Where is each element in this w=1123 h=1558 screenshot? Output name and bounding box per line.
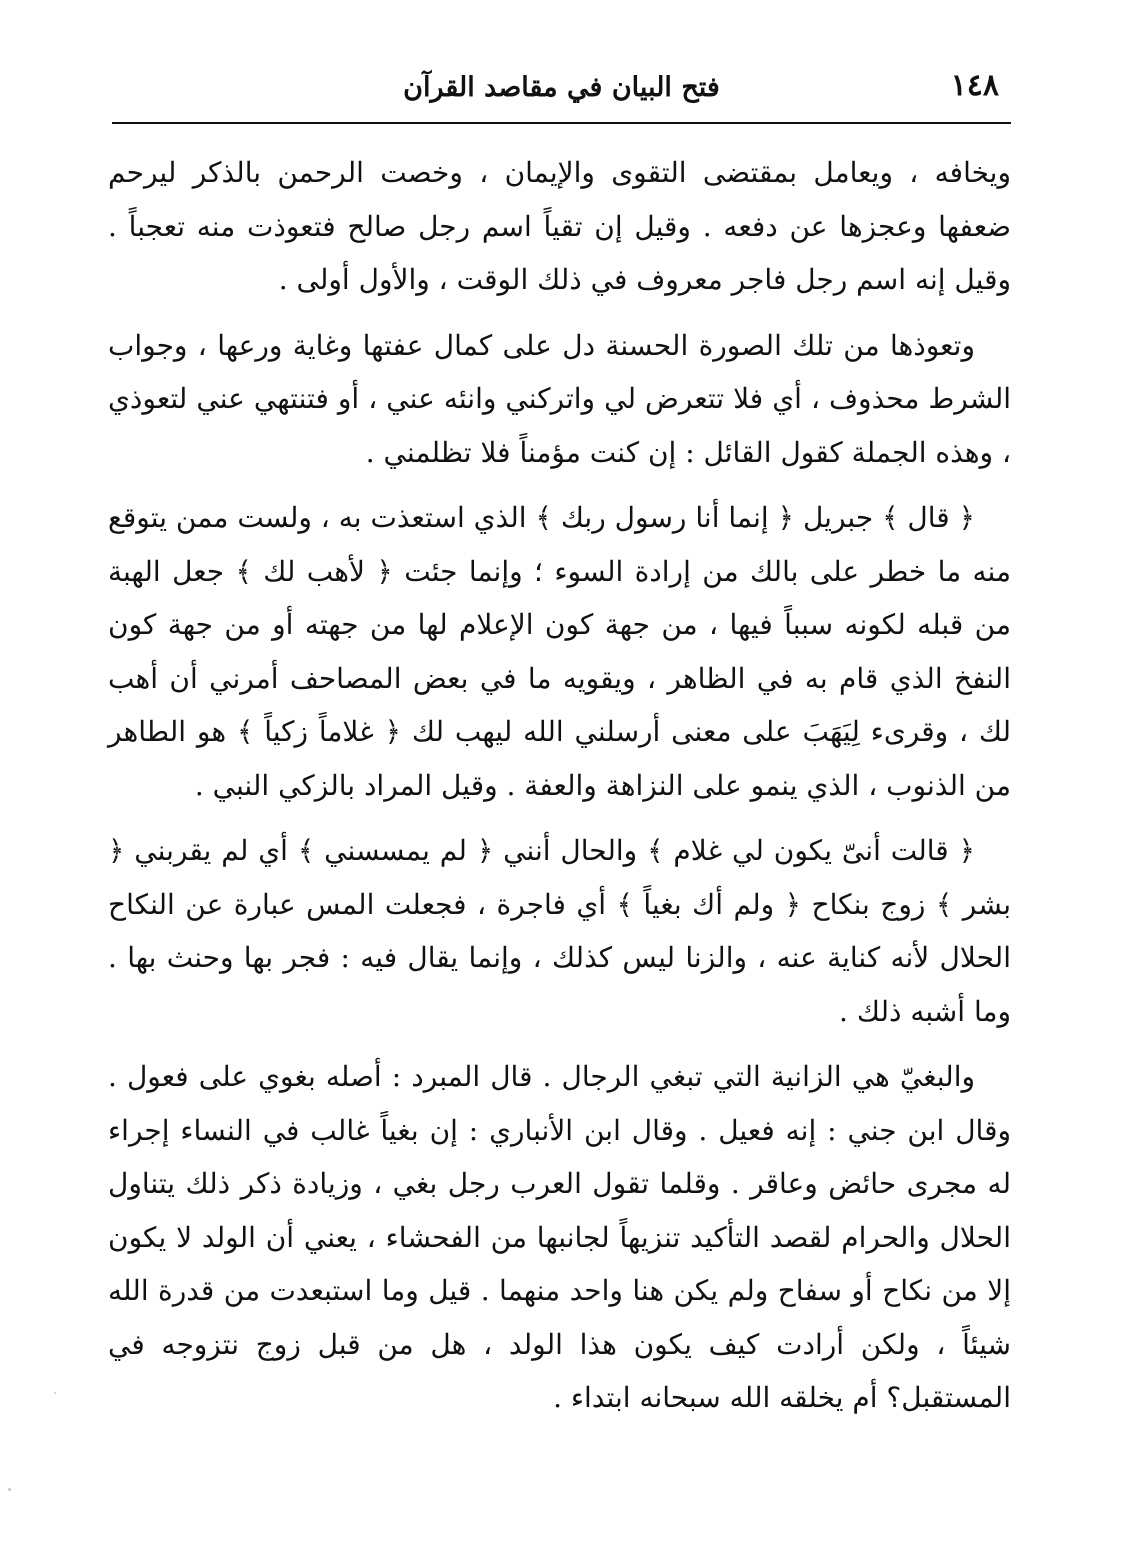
scan-speck bbox=[8, 1488, 11, 1491]
body-text bbox=[108, 146, 1011, 1518]
running-title: فتح البيان في مقاصد القرآن bbox=[403, 72, 720, 103]
paragraph: والبغيّ هي الزانية التي تبغي الرجال . قال المبرد : أصله بغوي على فعول . وقال ابن جني : إنه فعيل . وقال ابن الأنباري : إن بغياً غالب في النساء إجراء له مجرى حائض وعاقر . وقلما تقول العرب رجل بغي ، وزيادة ذكر ذلك يتناول الحلال والحرام لقصد التأكيد تنزيهاً لجانبها من الفحشاء ، يعني أن الولد لا يكون إلا من نكاح أو سفاح ولم يكن هنا واحد منهما . قيل وما استبعدت من قدرة الله شيئاً ، ولكن أرادت كيف يكون هذا الولد ، هل من قبل زوج نتزوجه في المستقبل؟ أم يخلقه الله سبحانه ابتداء . bbox=[108, 1060, 1011, 1414]
paragraph: ﴿ قالت أنىّ يكون لي غلام ﴾ والحال أنني ﴿ لم يمسسني ﴾ أي لم يقربني ﴿ بشر ﴾ زوج بنكاح ﴿ ولم أك بغياً ﴾ أي فاجرة ، فجعلت المس عبارة عن النكاح الحلال لأنه كناية عنه ، والزنا ليس كذلك ، وإنما يقال فيه : فجر بها وحنث بها . وما أشبه ذلك . bbox=[108, 834, 1011, 1028]
header-rule bbox=[112, 122, 1011, 124]
paragraph: وتعوذها من تلك الصورة الحسنة دل على كمال عفتها وغاية ورعها ، وجواب الشرط محذوف ، أي فلا تتعرض لي واتركني وانئه عني ، أو فتنتهي عني لتعوذي ، وهذه الجملة كقول القائل : إن كنت مؤمناً فلا تظلمني . bbox=[108, 328, 1011, 469]
paragraph: ويخافه ، ويعامل بمقتضى التقوى والإيمان ، وخصت الرحمن بالذكر ليرحم ضعفها وعجزها عن دفعه . وقيل إن تقياً اسم رجل صالح فتعوذت منه تعجباً . وقيل إنه اسم رجل فاجر معروف في ذلك الوقت ، والأول أولى . bbox=[108, 156, 1011, 296]
paragraph: ﴿ قال ﴾ جبريل ﴿ إنما أنا رسول ربك ﴾ الذي استعذت به ، ولست ممن يتوقع منه ما خطر على بالك من إرادة السوء ؛ وإنما جئت ﴿ لأهب لك ﴾ جعل الهبة من قبله لكونه سبباً فيها ، من جهة كون الإعلام لها من جهته أو من جهة كون النفخ الذي قام به في الظاهر ، ويقويه ما في بعض المصاحف أمرني أن أهب لك ، وقرىء لِيَهَبَ على معنى أرسلني الله ليهب لك ﴿ غلاماً زكياً ﴾ هو الطاهر من الذنوب ، الذي ينمو على النزاهة والعفة . وقيل المراد بالزكي النبي . bbox=[108, 501, 1012, 802]
page-header bbox=[112, 64, 1011, 114]
page-number: ١٤٨ bbox=[950, 68, 999, 103]
scan-speck bbox=[54, 1392, 56, 1394]
